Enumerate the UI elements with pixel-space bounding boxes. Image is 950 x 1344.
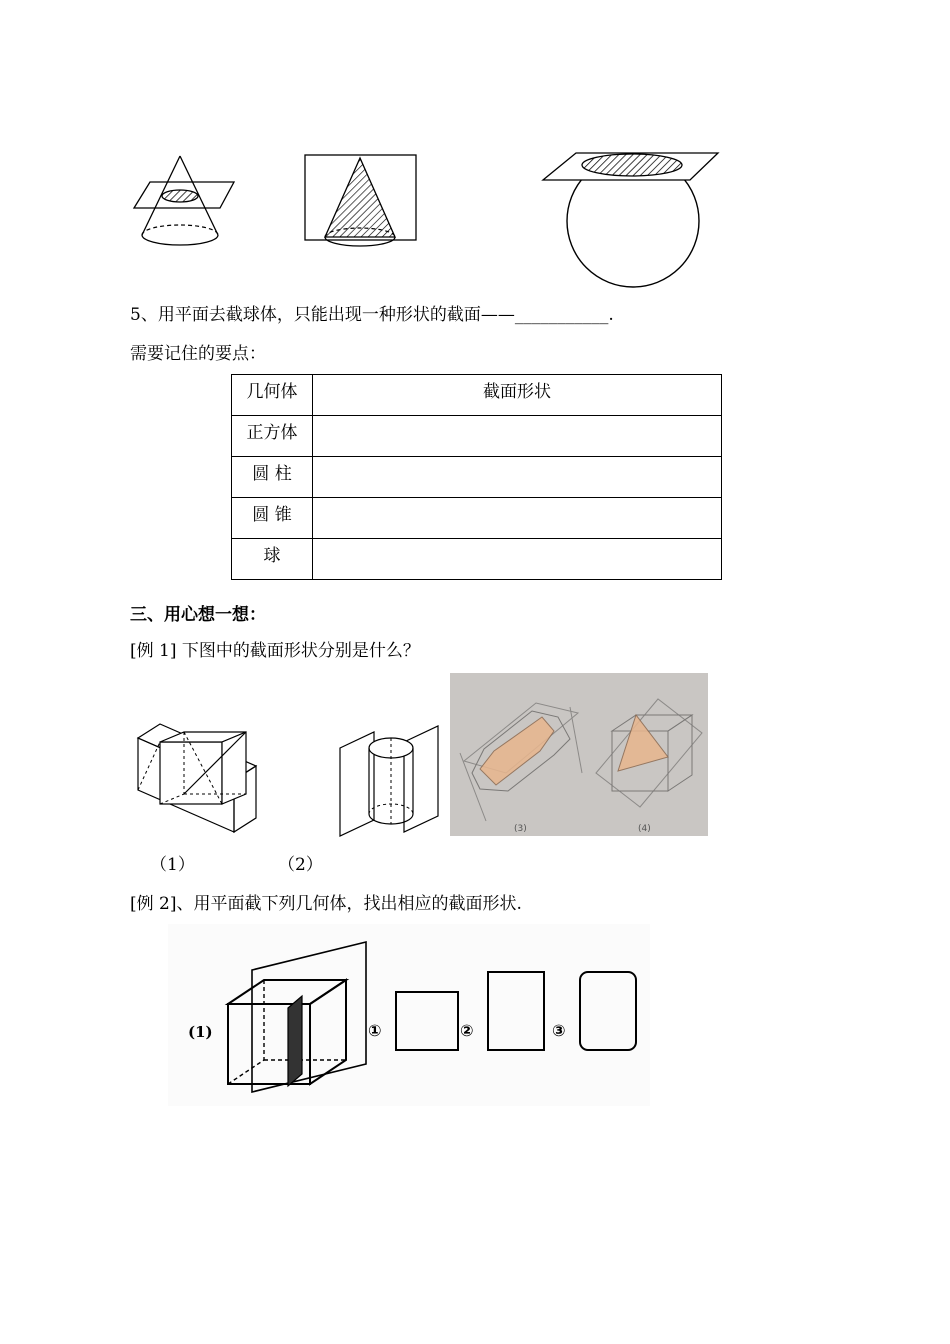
table-cell-shape[interactable]: [313, 457, 722, 498]
table-cell-shape[interactable]: [313, 498, 722, 539]
example-2-item-label: (1): [188, 1023, 213, 1041]
question-5-blank: ___________: [514, 305, 609, 325]
table-cell-solid: 圆 锥: [232, 498, 313, 539]
question-5-text: 5、用平面去截球体，只能出现一种形状的截面——: [130, 305, 515, 325]
table-cell-solid: 圆 柱: [232, 457, 313, 498]
photo-caption-4: (4): [638, 824, 651, 834]
table-cell-solid: 正方体: [232, 416, 313, 457]
table-row: [232, 457, 722, 498]
cylinder-section-figure: [334, 722, 446, 840]
table-cell-shape[interactable]: [313, 539, 722, 580]
table-row: [232, 539, 722, 580]
table-header-solid: 几何体: [232, 375, 313, 416]
example-1-caption-2: （2）: [278, 855, 323, 875]
key-points-table: [231, 374, 722, 580]
example-1-prompt: [例 1] 下图中的截面形状分别是什么？: [130, 641, 420, 661]
option-1-marker: ①: [368, 1021, 382, 1040]
table-header-row: [232, 375, 722, 416]
table-row: [232, 416, 722, 457]
table-row: [232, 498, 722, 539]
remember-label: 需要记住的要点：: [130, 344, 266, 364]
table-header-shape: 截面形状: [313, 375, 722, 416]
question-5-end: .: [608, 305, 614, 325]
cube-section-figure: [132, 720, 260, 840]
cone-vertical-section-figure: [303, 153, 419, 253]
option-2-marker: ②: [460, 1021, 474, 1040]
section-3-title: 三、用心想一想：: [130, 605, 266, 625]
example-1-caption-1: （1）: [150, 855, 195, 875]
question-5: [130, 300, 614, 325]
example-2-prompt: [例 2]、用平面截下列几何体，找出相应的截面形状.: [130, 894, 522, 914]
sphere-section-figure: [540, 148, 722, 280]
option-3-marker: ③: [552, 1021, 566, 1040]
example-2-figure: [168, 924, 650, 1106]
table-cell-solid: 球: [232, 539, 313, 580]
photo-sections-figure: [450, 673, 708, 836]
table-cell-shape[interactable]: [313, 416, 722, 457]
cone-horizontal-section-figure: [128, 150, 243, 265]
photo-caption-3: (3): [514, 824, 527, 834]
